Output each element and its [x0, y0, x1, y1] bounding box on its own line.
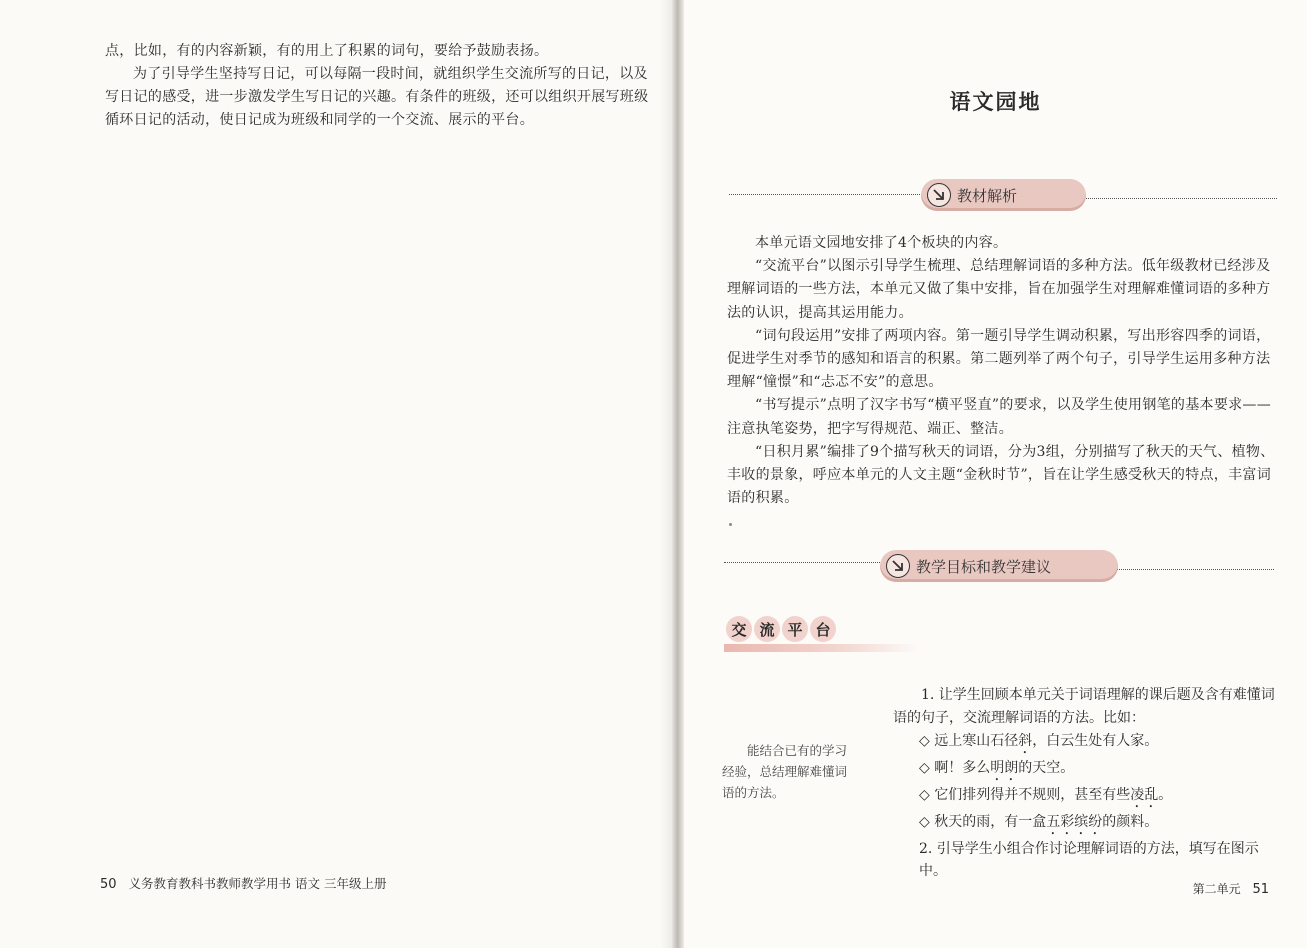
emphasized-word: 凌乱	[1130, 786, 1159, 803]
analysis-body	[727, 232, 1277, 510]
activity-list	[893, 684, 1283, 883]
list-item-2: 2. 引导学生小组合作讨论理解词语的方法，填写在图示中。	[919, 840, 1259, 880]
example-sentence-3	[893, 784, 1283, 811]
section-header-goals	[880, 550, 1118, 582]
book-title: 义务教育教科书教师教学用书 语文 三年级上册	[128, 876, 387, 891]
example-text: ，白云生处有人家。	[1032, 732, 1159, 749]
page-title: 语文园地	[949, 89, 1042, 114]
analysis-paragraph-3: “词句段运用”安排了两项内容。第一题引导学生调动积累，写出形容四季的词语，促进学生对季节的感知和语言的积累。第二题列举了两个句子，引导学生运用多种方法理解“憧憬”和“忐忑不安”的意思。	[727, 327, 1271, 391]
arrow-down-right-icon	[886, 554, 910, 578]
subsection-header-exchange-platform	[724, 614, 924, 658]
subsection-underline-band	[724, 644, 919, 652]
section-header-analysis	[921, 179, 1086, 211]
example-sentence-1	[893, 730, 1283, 757]
example-text: 啊！多么	[934, 759, 991, 776]
example-marker: ◇	[919, 759, 930, 776]
left-paragraph-2: 为了引导学生坚持写日记，可以每隔一段时间，就组织学生交流所写的日记，以及写日记的感受，进一步激发学生写日记的兴趣。有条件的班级，还可以组织开展写班级循环日记的活动，使日记成为班级和同学的一个交流、展示的平台。	[105, 66, 649, 128]
margin-note-line-2: 经验，总结理解难懂词	[722, 764, 848, 779]
subsection-char-2: 流	[754, 616, 780, 642]
margin-note-line-3: 语的方法。	[722, 785, 785, 800]
example-marker: ◇	[919, 732, 930, 749]
arrow-down-right-icon	[927, 183, 951, 207]
example-marker: ◇	[919, 813, 930, 830]
example-sentence-4	[893, 811, 1283, 838]
example-text: 的天空。	[1018, 759, 1075, 776]
left-page-number: 50	[100, 877, 117, 892]
example-text: 秋天的雨，有一盒	[934, 813, 1047, 830]
analysis-paragraph-5: “日积月累”编排了9个描写秋天的词语，分为3组，分别描写了秋天的天气、植物、丰收的景象，呼应本单元的人文主题“金秋时节”，旨在让学生感受秋天的特点，丰富词语的积累。	[727, 443, 1275, 507]
left-footer	[100, 874, 386, 892]
divider-left-2	[724, 562, 882, 563]
example-text: 。	[1158, 786, 1173, 803]
margin-note	[722, 740, 867, 803]
emphasized-word: 五彩缤纷	[1046, 813, 1103, 830]
right-footer	[1193, 880, 1269, 897]
divider-right-2	[1116, 569, 1274, 570]
example-text: 它们排列得并不规则，甚至有些	[934, 786, 1131, 803]
emphasized-word: 明朗	[990, 759, 1019, 776]
stray-dot	[729, 523, 732, 526]
analysis-paragraph-4: “书写提示”点明了汉字书写“横平竖直”的要求，以及学生使用钢笔的基本要求——注意执笔姿势，把字写得规范、端正、整洁。	[727, 397, 1272, 437]
margin-note-line-1: 能结合已有的学习	[747, 743, 848, 758]
example-sentence-2	[893, 757, 1283, 784]
right-page-number: 51	[1252, 882, 1269, 897]
example-text: 远上寒山石径	[934, 732, 1019, 749]
left-page-body	[105, 40, 660, 132]
unit-label: 第二单元	[1192, 882, 1241, 896]
section-label-goals: 教学目标和教学建议	[916, 557, 1052, 576]
example-marker: ◇	[919, 786, 930, 803]
subsection-char-1: 交	[726, 616, 752, 642]
emphasized-word: 斜	[1018, 732, 1033, 749]
example-text: 的颜料。	[1102, 813, 1159, 830]
list-item-1: 1. 让学生回顾本单元关于词语理解的课后题及含有难懂词语的句子，交流理解词语的方法。比如：	[893, 687, 1275, 726]
section-label-analysis: 教材解析	[957, 186, 1018, 205]
analysis-paragraph-1: 本单元语文园地安排了4个板块的内容。	[755, 235, 1008, 251]
subsection-char-4: 台	[810, 616, 836, 642]
subsection-char-3: 平	[782, 616, 808, 642]
divider-right-1	[1084, 198, 1277, 199]
left-paragraph-1: 点，比如，有的内容新颖，有的用上了积累的词句，要给予鼓励表扬。	[105, 43, 549, 59]
analysis-paragraph-2: “交流平台”以图示引导学生梳理、总结理解词语的多种方法。低年级教材已经涉及理解词语的一些方法，本单元又做了集中安排，旨在加强学生对理解难懂词语的多种方法的认识，提高其运用能力。	[727, 258, 1271, 321]
divider-left-1	[729, 194, 924, 195]
book-gutter	[672, 0, 684, 948]
gutter-shadow	[660, 0, 672, 948]
